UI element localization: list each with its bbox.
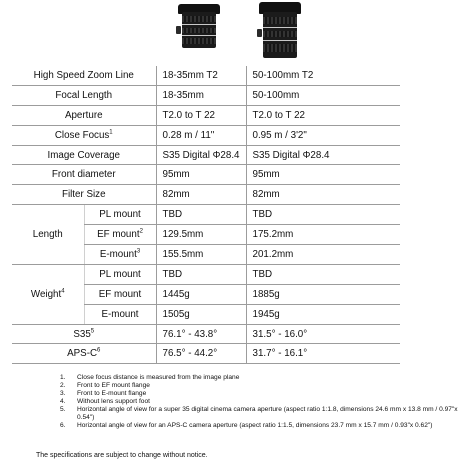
footnote-number: 5.	[60, 406, 66, 413]
row-label: Close Focus	[54, 129, 110, 141]
footnote-text: Front to EF mount flange	[77, 382, 150, 389]
row-label: S35	[73, 328, 91, 340]
footnote-item	[60, 374, 465, 382]
footnote-marker: 6	[97, 348, 101, 355]
footnote-marker: 2	[139, 228, 143, 235]
table-row	[12, 264, 400, 284]
row-value-lens1: TBD	[156, 205, 246, 225]
row-value-lens2: 1945g	[246, 304, 400, 324]
table-row	[12, 125, 400, 145]
row-value-lens1: 1445g	[156, 284, 246, 304]
row-value-lens1: TBD	[156, 264, 246, 284]
length-group-label: Length	[12, 205, 84, 265]
mount-label: PL mount	[99, 268, 141, 280]
lens-18-35mm-image	[182, 4, 216, 48]
row-value-lens2: T2.0 to T 22	[246, 105, 400, 125]
row-value-lens2: TBD	[246, 205, 400, 225]
footnote-number: 2.	[60, 382, 66, 389]
footnote-text: Close focus distance is measured from the image plane	[77, 374, 240, 381]
row-value-lens2: 82mm	[246, 185, 400, 205]
row-value-lens1: 82mm	[156, 185, 246, 205]
footnote-marker: 4	[61, 288, 65, 295]
row-value-lens2: 50-100mm	[246, 85, 400, 105]
row-value-lens1: 18-35mm	[156, 85, 246, 105]
footnote-marker: 3	[136, 248, 141, 255]
line-name: High Speed Zoom Line	[12, 66, 156, 85]
lens-images	[0, 2, 472, 62]
footnote-number: 3.	[60, 390, 66, 397]
weight-group-label: Weight	[30, 288, 62, 300]
row-label: Aperture	[64, 109, 103, 121]
table-row	[12, 85, 400, 105]
footnote-item	[60, 422, 465, 430]
mount-label: E-mount	[101, 308, 139, 320]
spec-table	[12, 66, 400, 364]
lens-50-100mm-image	[263, 2, 297, 58]
row-value-lens1: 0.28 m / 11"	[156, 125, 246, 145]
table-row	[12, 145, 400, 165]
row-value-lens2: TBD	[246, 264, 400, 284]
table-header-row	[12, 66, 400, 85]
footnote-marker: 1	[109, 129, 113, 136]
row-label: APS-C	[67, 348, 98, 360]
row-value-lens2: 95mm	[246, 165, 400, 185]
row-value-lens2: 1885g	[246, 284, 400, 304]
row-label: Front diameter	[51, 169, 116, 181]
row-value-lens1: 76.5° - 44.2°	[156, 344, 246, 364]
footnote-item	[60, 406, 465, 422]
mount-label: EF mount	[97, 229, 140, 241]
row-value-lens1: 1505g	[156, 304, 246, 324]
table-row	[12, 324, 400, 344]
row-value-lens1: 129.5mm	[156, 225, 246, 245]
disclaimer-text: The specifications are subject to change without notice.	[36, 452, 208, 459]
footnote-text: Without lens support foot	[77, 398, 150, 405]
footnotes	[60, 374, 465, 430]
footnote-number: 4.	[60, 398, 66, 405]
row-value-lens2: 31.7° - 16.1°	[246, 344, 400, 364]
row-value-lens2: 175.2mm	[246, 225, 400, 245]
row-value-lens1: 76.1° - 43.8°	[156, 324, 246, 344]
row-value-lens2: 0.95 m / 3'2"	[246, 125, 400, 145]
row-value-lens1: 95mm	[156, 165, 246, 185]
mount-label: PL mount	[99, 209, 141, 221]
row-value-lens1: S35 Digital Φ28.4	[156, 145, 246, 165]
footnote-text: Horizontal angle of view for a super 35 digital cinema camera aperture (aspect ratio 1:1.8, dimensions 24.6 mm x 13.8 mm / 0.97"x 0.54")	[77, 406, 458, 421]
row-label: Image Coverage	[47, 149, 120, 161]
row-label: Filter Size	[61, 189, 106, 201]
footnote-item	[60, 382, 465, 390]
row-value-lens2: S35 Digital Φ28.4	[246, 145, 400, 165]
footnote-number: 1.	[60, 374, 66, 381]
table-row	[12, 205, 400, 225]
table-row	[12, 344, 400, 364]
lens2-name: 50-100mm T2	[246, 66, 400, 85]
footnote-item	[60, 398, 465, 406]
table-row	[12, 185, 400, 205]
mount-label: EF mount	[98, 288, 142, 300]
row-value-lens2: 201.2mm	[246, 245, 400, 265]
row-value-lens1: 155.5mm	[156, 245, 246, 265]
lens1-name: 18-35mm T2	[156, 66, 246, 85]
row-value-lens1: T2.0 to T 22	[156, 105, 246, 125]
row-label: Focal Length	[55, 89, 113, 101]
table-row	[12, 105, 400, 125]
footnote-text: Horizontal angle of view for an APS-C camera aperture (aspect ratio 1:1.5, dimensions 23.7 mm x 15.7 mm / 0.93"x 0.62")	[77, 422, 433, 429]
mount-label: E-mount	[99, 248, 137, 260]
table-row	[12, 165, 400, 185]
footnote-text: Front to E-mount flange	[77, 390, 147, 397]
footnote-number: 6.	[60, 422, 66, 429]
row-value-lens2: 31.5° - 16.0°	[246, 324, 400, 344]
footnote-item	[60, 390, 465, 398]
footnote-marker: 5	[90, 328, 95, 335]
